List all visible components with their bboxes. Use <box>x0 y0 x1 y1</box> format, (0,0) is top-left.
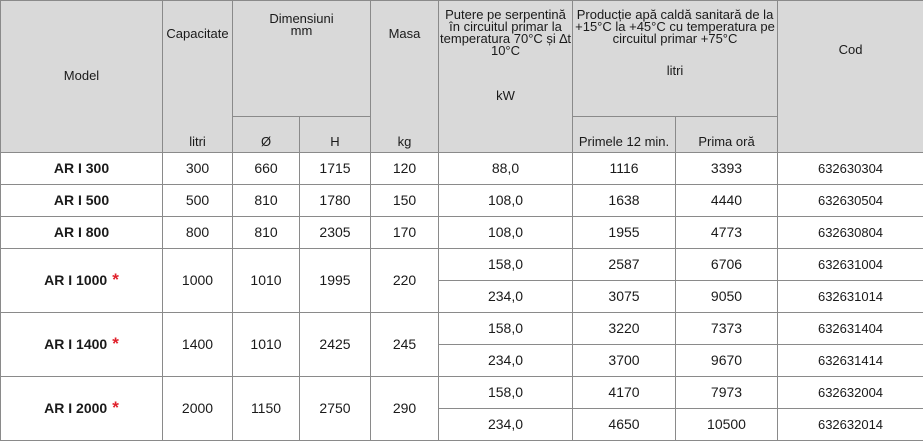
model-name: AR I 2000 <box>44 400 107 416</box>
first-12-min-cell: 1638 <box>573 184 676 216</box>
model-name: AR I 1000 <box>44 272 107 288</box>
table-header <box>1 1 923 153</box>
table-row <box>1 184 923 216</box>
capacity-cell: 2000 <box>163 376 233 440</box>
capacity-cell: 500 <box>163 184 233 216</box>
header-production <box>573 1 778 117</box>
table-row <box>1 216 923 248</box>
code-cell: 632632004 <box>778 376 923 408</box>
first-12-min-cell: 2587 <box>573 248 676 280</box>
header-dimensions-label: Dimensiuni <box>233 13 370 25</box>
model-cell <box>1 312 163 376</box>
header-diameter: Ø <box>233 116 300 152</box>
model-name: AR I 1400 <box>44 336 107 352</box>
first-hour-cell: 9050 <box>676 280 778 312</box>
first-12-min-cell: 4650 <box>573 408 676 440</box>
code-cell: 632631414 <box>778 344 923 376</box>
diameter-cell: 810 <box>233 216 300 248</box>
header-power-unit: kW <box>439 90 572 102</box>
asterisk-marker: * <box>112 334 119 353</box>
first-hour-cell: 9670 <box>676 344 778 376</box>
code-cell: 632631404 <box>778 312 923 344</box>
header-production-unit: litri <box>573 65 777 77</box>
power-cell: 158,0 <box>439 248 573 280</box>
first-hour-cell: 7973 <box>676 376 778 408</box>
header-capacity: Capacitate <box>163 1 233 117</box>
diameter-cell: 1150 <box>233 376 300 440</box>
header-mass-unit: kg <box>371 116 439 152</box>
first-hour-cell: 10500 <box>676 408 778 440</box>
header-dimensions-unit: mm <box>291 23 313 38</box>
mass-cell: 170 <box>371 216 439 248</box>
table-row <box>1 376 923 408</box>
asterisk-marker: * <box>112 270 119 289</box>
mass-cell: 120 <box>371 152 439 184</box>
power-cell: 158,0 <box>439 312 573 344</box>
first-hour-cell: 4440 <box>676 184 778 216</box>
model-name: AR I 800 <box>54 224 109 240</box>
code-cell: 632630804 <box>778 216 923 248</box>
height-cell: 2425 <box>300 312 371 376</box>
first-12-min-cell: 3700 <box>573 344 676 376</box>
diameter-cell: 810 <box>233 184 300 216</box>
power-cell: 88,0 <box>439 152 573 184</box>
code-cell: 632630304 <box>778 152 923 184</box>
power-cell: 234,0 <box>439 408 573 440</box>
first-12-min-cell: 1955 <box>573 216 676 248</box>
model-cell <box>1 376 163 440</box>
mass-cell: 150 <box>371 184 439 216</box>
code-cell: 632630504 <box>778 184 923 216</box>
power-cell: 234,0 <box>439 344 573 376</box>
capacity-cell: 300 <box>163 152 233 184</box>
diameter-cell: 1010 <box>233 312 300 376</box>
mass-cell: 245 <box>371 312 439 376</box>
header-capacity-unit: litri <box>163 116 233 152</box>
power-cell: 234,0 <box>439 280 573 312</box>
table-body <box>1 152 923 440</box>
model-cell <box>1 184 163 216</box>
header-height: H <box>300 116 371 152</box>
table-row <box>1 312 923 344</box>
header-model: Model <box>1 1 163 153</box>
first-hour-cell: 6706 <box>676 248 778 280</box>
header-code: Cod <box>778 1 923 153</box>
mass-cell: 220 <box>371 248 439 312</box>
height-cell: 1715 <box>300 152 371 184</box>
code-cell: 632631004 <box>778 248 923 280</box>
model-name: AR I 300 <box>54 160 109 176</box>
code-cell: 632631014 <box>778 280 923 312</box>
model-cell <box>1 216 163 248</box>
height-cell: 1995 <box>300 248 371 312</box>
first-12-min-cell: 3220 <box>573 312 676 344</box>
header-production-label: Producție apă caldă sanitară de la +15°C la +45°C cu temperatura pe circuitul primar +75°C <box>573 9 777 45</box>
first-hour-cell: 4773 <box>676 216 778 248</box>
header-mass: Masa <box>371 1 439 117</box>
diameter-cell: 660 <box>233 152 300 184</box>
model-cell <box>1 152 163 184</box>
first-12-min-cell: 3075 <box>573 280 676 312</box>
code-cell: 632632014 <box>778 408 923 440</box>
header-power <box>439 1 573 153</box>
capacity-cell: 1000 <box>163 248 233 312</box>
mass-cell: 290 <box>371 376 439 440</box>
diameter-cell: 1010 <box>233 248 300 312</box>
header-power-label: Putere pe serpentină în circuitul primar la temperatura 70°C și ∆t 10°C <box>439 9 572 57</box>
asterisk-marker: * <box>112 398 119 417</box>
header-dimensions <box>233 1 371 117</box>
model-cell <box>1 248 163 312</box>
header-first-hour: Prima oră <box>676 116 778 152</box>
table-row <box>1 248 923 280</box>
height-cell: 2305 <box>300 216 371 248</box>
table-row <box>1 152 923 184</box>
header-first-12-min: Primele 12 min. <box>573 116 676 152</box>
first-12-min-cell: 4170 <box>573 376 676 408</box>
capacity-cell: 1400 <box>163 312 233 376</box>
height-cell: 1780 <box>300 184 371 216</box>
model-name: AR I 500 <box>54 192 109 208</box>
first-hour-cell: 3393 <box>676 152 778 184</box>
first-12-min-cell: 1116 <box>573 152 676 184</box>
capacity-cell: 800 <box>163 216 233 248</box>
power-cell: 108,0 <box>439 216 573 248</box>
power-cell: 108,0 <box>439 184 573 216</box>
power-cell: 158,0 <box>439 376 573 408</box>
height-cell: 2750 <box>300 376 371 440</box>
first-hour-cell: 7373 <box>676 312 778 344</box>
